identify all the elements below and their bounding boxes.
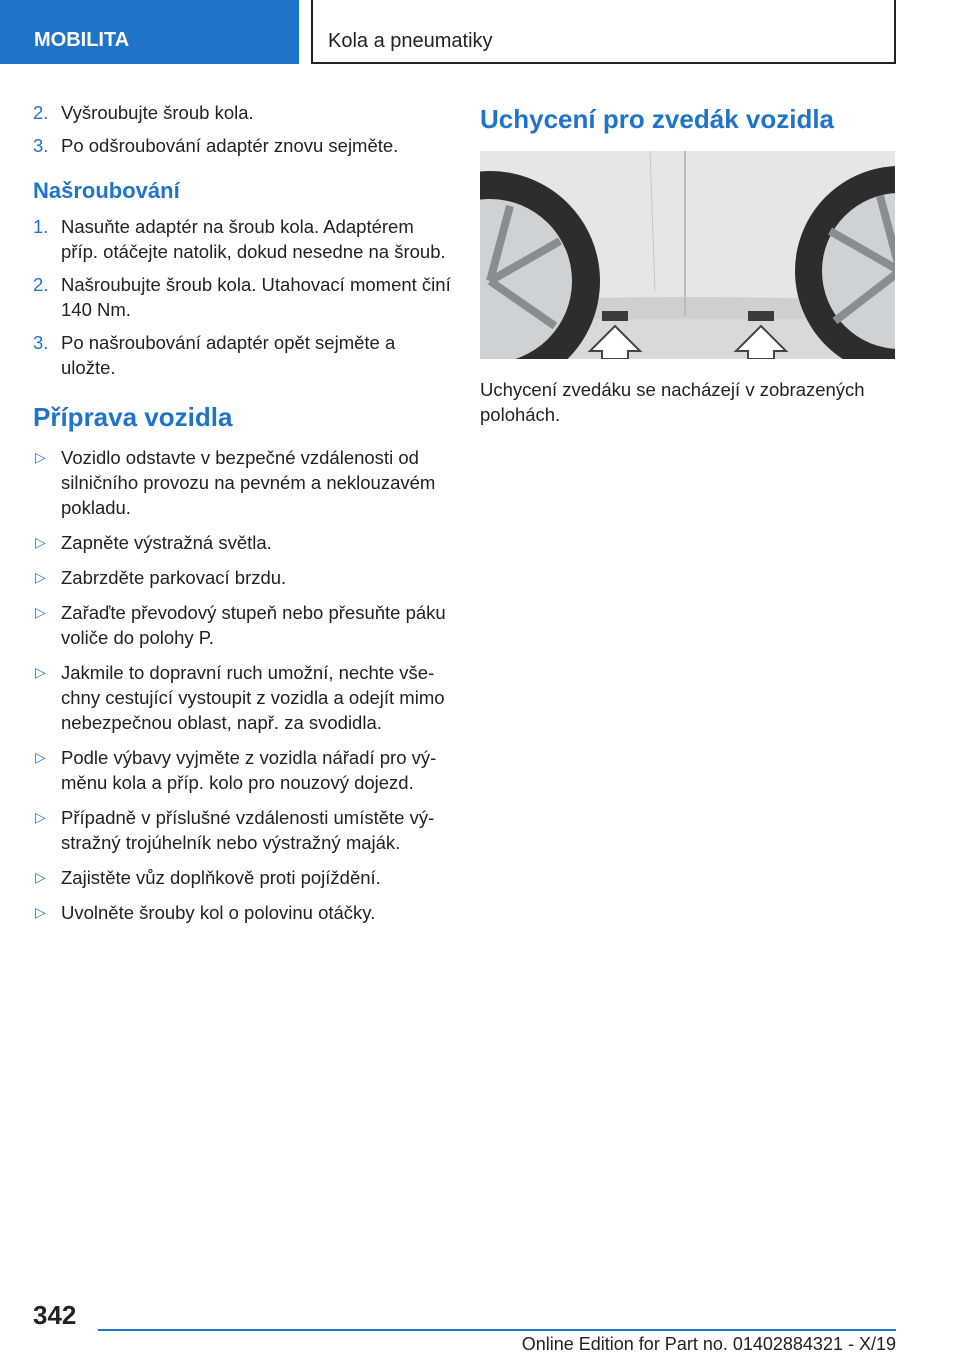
car-underside-icon [480, 151, 895, 359]
step-number: 3. [33, 332, 49, 353]
figure-caption: Uchycení zvedáku se nacházejí v zobrazených polohách. [480, 379, 865, 425]
step-number: 2. [33, 274, 49, 295]
bullet-item [33, 865, 453, 890]
bullet-text: Zapněte výstražná světla. [61, 532, 272, 553]
step-text: Po odšroubování adaptér znovu sejměte. [61, 135, 399, 156]
chapter-title: Kola a pneumatiky [328, 30, 493, 52]
bullet-text: Vozidlo odstavte v bezpečné vzdálenosti od silničního provozu na pevném a neklouzavém pokladu. [61, 447, 436, 518]
bullet-item [33, 445, 453, 520]
bullet-item [33, 660, 453, 735]
step-text: Našroubujte šroub kola. Utahovací moment činí 140 Nm. [61, 274, 451, 320]
bullet-text: Zajistěte vůz doplňkově proti pojíždění. [61, 867, 381, 888]
triangle-bullet-icon: ▷ [35, 449, 46, 465]
section-tab [0, 0, 299, 64]
bullet-item [33, 600, 453, 650]
step-item [33, 330, 453, 380]
jack-points-illustration [480, 151, 895, 359]
triangle-bullet-icon: ▷ [35, 534, 46, 550]
bullet-item [33, 900, 453, 925]
bullet-item [33, 565, 453, 590]
edition-note: Online Edition for Part no. 01402884321 - X/19 [521, 1334, 896, 1354]
step-number: 2. [33, 102, 49, 123]
step-number: 3. [33, 135, 49, 156]
bullet-text: Jakmile to dopravní ruch umožní, nechte všechny cestující vystoupit z vozidla a odejít mimo nebezpečnou oblast, např. za svodidla. [61, 662, 445, 733]
step-text: Po našroubování adaptér opět sejměte a uložte. [61, 332, 396, 378]
step-text: Nasuňte adaptér na šroub kola. Adaptérem příp. otáčejte natolik, dokud nesedne na šroub. [61, 216, 446, 262]
bullet-item [33, 530, 453, 555]
bullet-text: Uvolněte šrouby kol o polovinu otáčky. [61, 902, 376, 923]
bullet-text: Případně v příslušné vzdálenosti umístěte výstražný trojúhelník nebo výstražný maják. [61, 807, 435, 853]
triangle-bullet-icon: ▷ [35, 809, 46, 825]
triangle-bullet-icon: ▷ [35, 904, 46, 920]
triangle-bullet-icon: ▷ [35, 604, 46, 620]
bullet-text: Zařaďte převodový stupeň nebo přesuňte páku voliče do polohy P. [61, 602, 446, 648]
left-column [33, 100, 453, 935]
triangle-bullet-icon: ▷ [35, 569, 46, 585]
bullet-item [33, 745, 453, 795]
triangle-bullet-icon: ▷ [35, 749, 46, 765]
page-number: 342 [33, 1300, 77, 1330]
jack-heading: Uchycení pro zvedák vozidla [480, 104, 835, 134]
prep-heading: Příprava vozidla [33, 402, 233, 432]
step-item [33, 272, 453, 322]
step-text: Vyšroubujte šroub kola. [61, 102, 254, 123]
step-item [33, 100, 453, 125]
step-item [33, 133, 453, 158]
bullet-text: Podle výbavy vyjměte z vozidla nářadí pro výměnu kola a příp. kolo pro nouzový dojezd. [61, 747, 437, 793]
chapter-tab [311, 0, 896, 64]
step-number: 1. [33, 216, 49, 237]
bullet-text: Zabrzděte parkovací brzdu. [61, 567, 287, 588]
footer-rule [98, 1329, 896, 1331]
triangle-bullet-icon: ▷ [35, 869, 46, 885]
section-title: MOBILITA [34, 29, 130, 51]
step-item [33, 214, 453, 264]
right-column [480, 100, 896, 427]
screw-heading: Našroubování [33, 178, 180, 203]
triangle-bullet-icon: ▷ [35, 664, 46, 680]
bullet-item [33, 805, 453, 855]
